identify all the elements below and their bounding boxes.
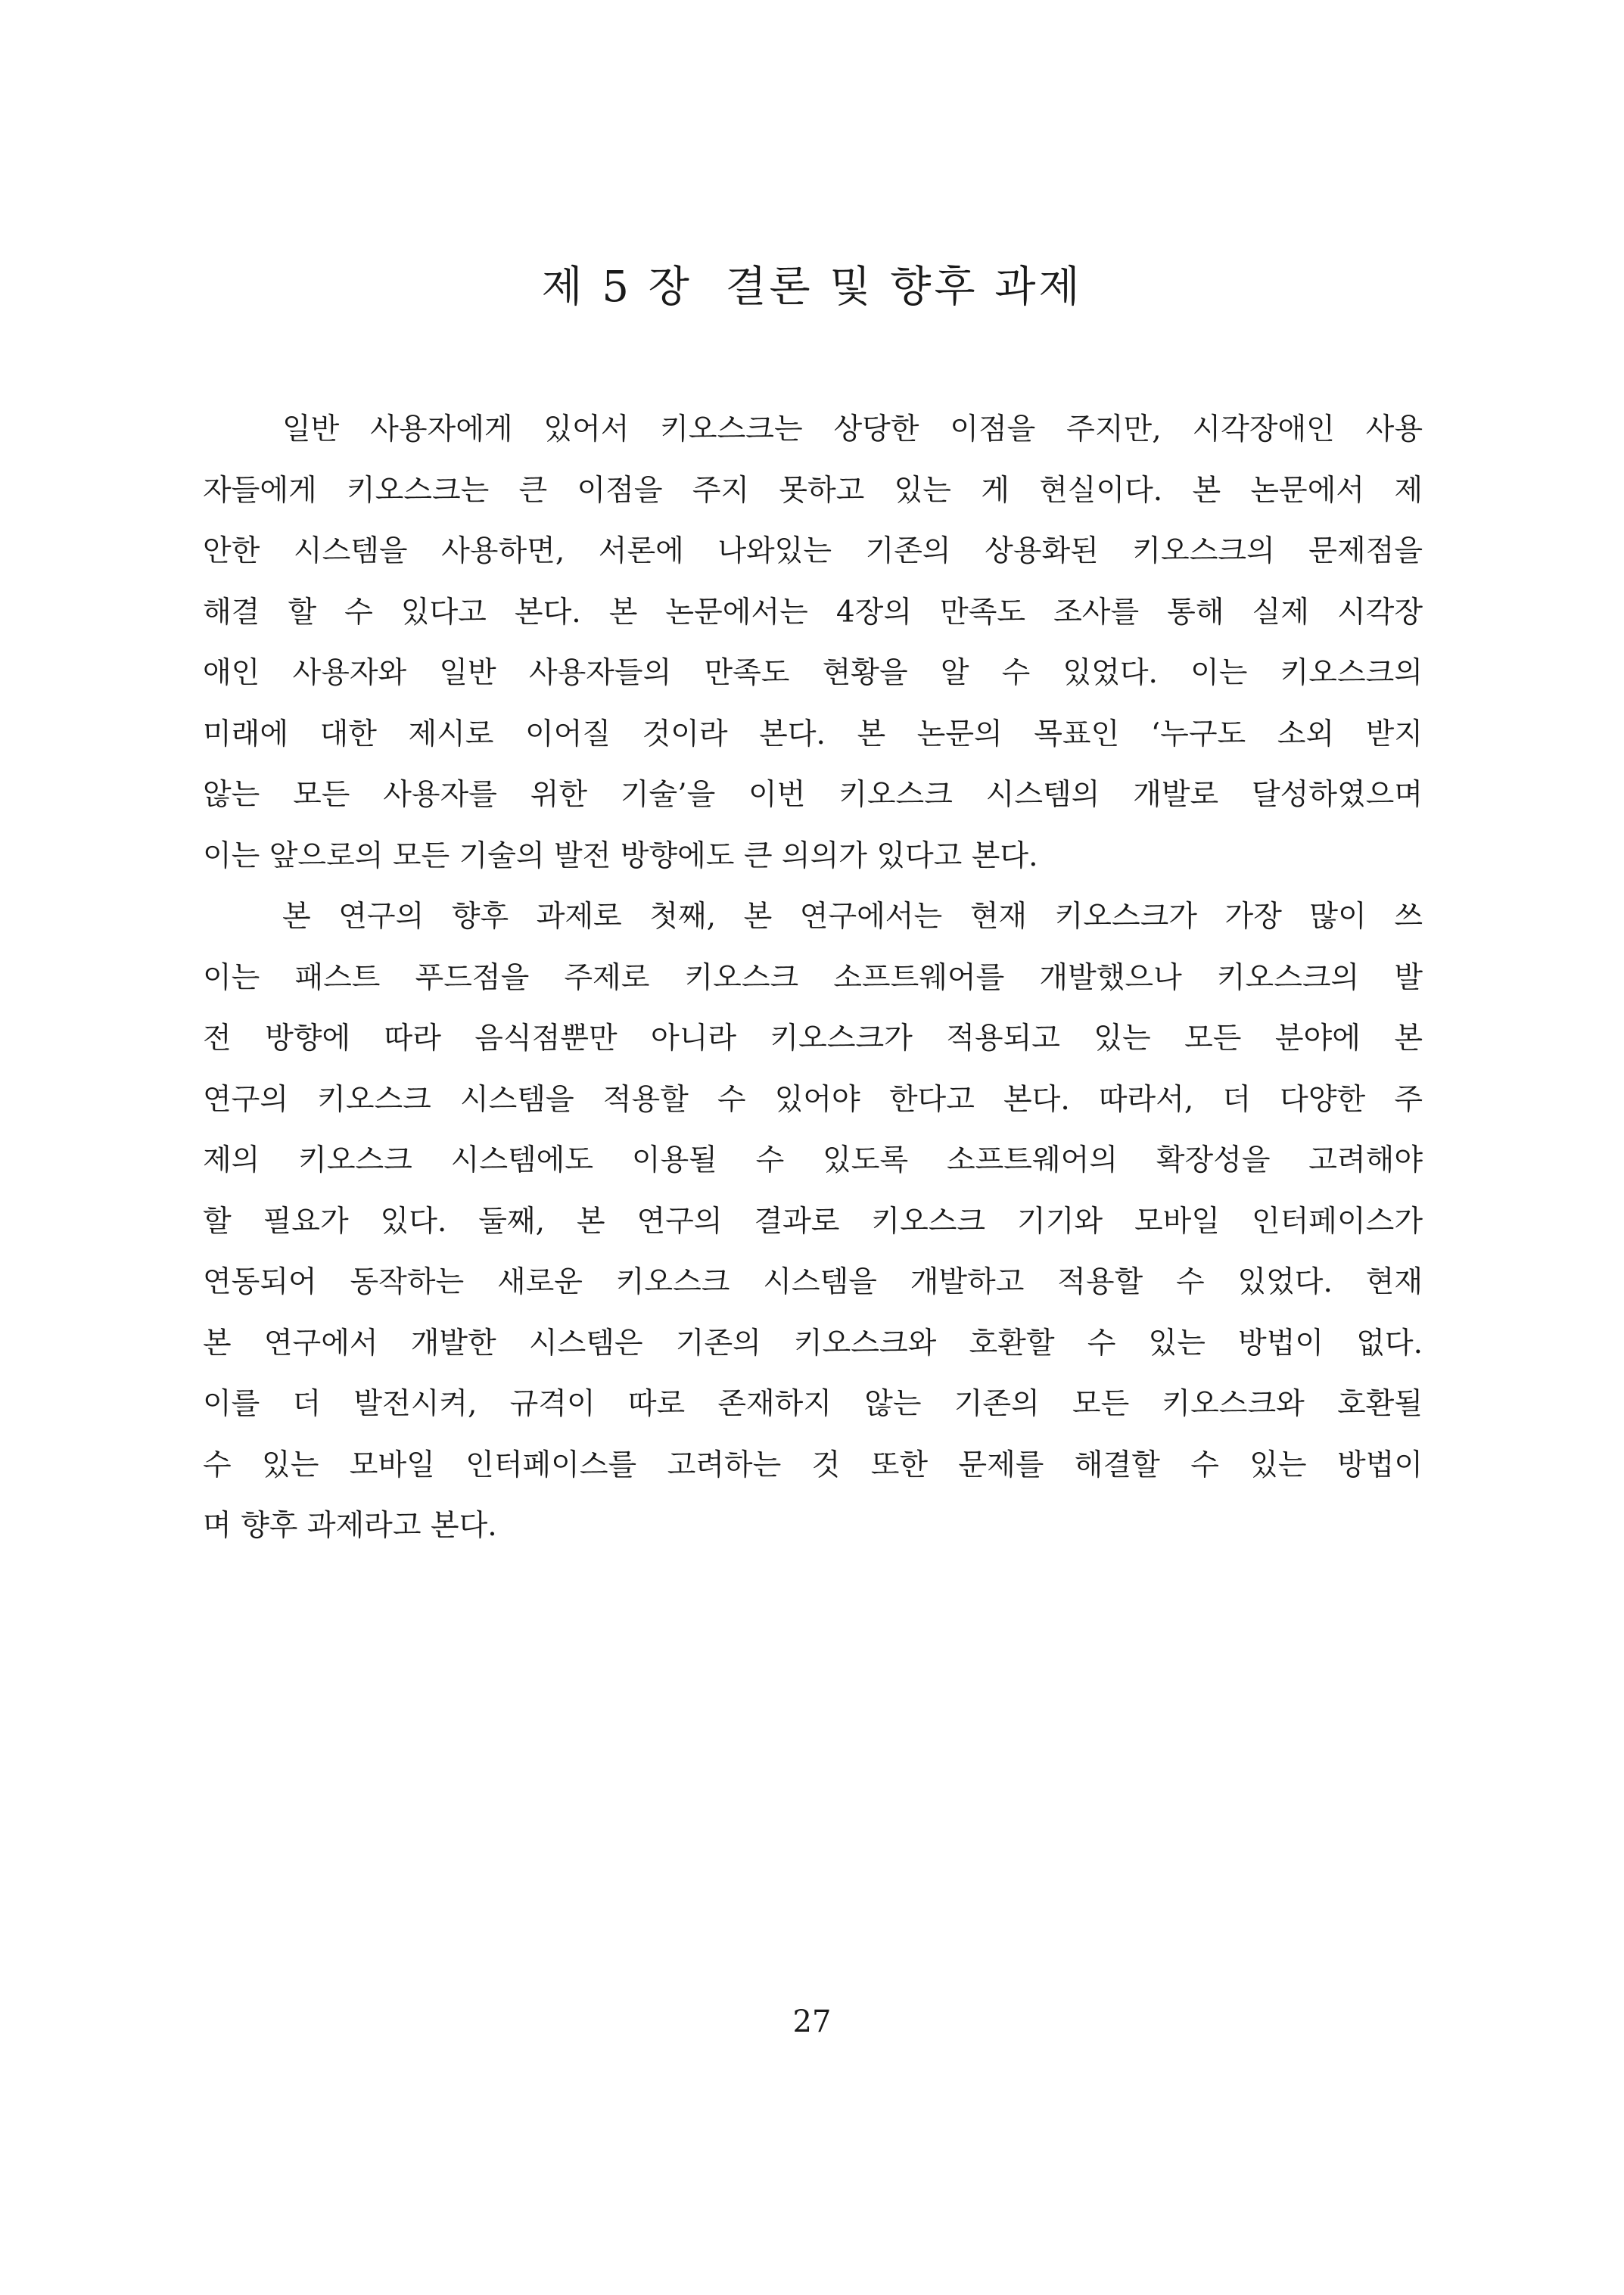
paragraph-2-line-10: 수 있는 모바일 인터페이스를 고려하는 것 또한 문제를 해결할 수 있는 방법이: [203, 1448, 1423, 1482]
paragraph-2-line-4: 연구의 키오스크 시스템을 적용할 수 있어야 한다고 본다. 따라서, 더 다양한 주: [203, 1082, 1423, 1117]
paragraph-2-line-8: 본 연구에서 개발한 시스템은 기존의 키오스크와 호환할 수 있는 방법이 없다.: [203, 1326, 1423, 1361]
paragraph-2-line-11: 며 향후 과제라고 본다.: [203, 1509, 497, 1543]
paragraph-1-line-6: 미래에 대한 제시로 이어질 것이라 본다. 본 논문의 목표인 ‘누구도 소외 받지: [203, 717, 1423, 751]
body-text: [203, 400, 1423, 1557]
paragraph-1-line-1: 일반 사용자에게 있어서 키오스크는 상당한 이점을 주지만, 시각장애인 사용: [282, 412, 1423, 446]
paragraph-2-line-1: 본 연구의 향후 과제로 첫째, 본 연구에서는 현재 키오스크가 가장 많이 쓰: [282, 900, 1423, 934]
paragraph-1-line-5: 애인 사용자와 일반 사용자들의 만족도 현황을 알 수 있었다. 이는 키오스크의: [203, 656, 1423, 690]
paragraph-2-line-3: 전 방향에 따라 음식점뿐만 아니라 키오스크가 적용되고 있는 모든 분야에 본: [203, 1022, 1423, 1056]
paragraph-2-line-6: 할 필요가 있다. 둘째, 본 연구의 결과로 키오스크 기기와 모바일 인터페이스가: [203, 1204, 1423, 1239]
chapter-title: 제 5 장 결론 및 향후 과제: [541, 263, 1083, 312]
paragraph-2-line-7: 연동되어 동작하는 새로운 키오스크 시스템을 개발하고 적용할 수 있었다. 현재: [203, 1265, 1423, 1299]
paragraph-1-line-8: 이는 앞으로의 모든 기술의 발전 방향에도 큰 의의가 있다고 본다.: [203, 838, 1038, 873]
paragraph-1-line-3: 안한 시스템을 사용하면, 서론에 나와있는 기존의 상용화된 키오스크의 문제점을: [203, 534, 1423, 568]
paragraph-2-line-9: 이를 더 발전시켜, 규격이 따로 존재하지 않는 기존의 모든 키오스크와 호환될: [203, 1387, 1423, 1421]
paragraph-1-line-4: 해결 할 수 있다고 본다. 본 논문에서는 4장의 만족도 조사를 통해 실제 시각장: [203, 595, 1423, 630]
paragraph-1-line-2: 자들에게 키오스크는 큰 이점을 주지 못하고 있는 게 현실이다. 본 논문에서 제: [203, 473, 1423, 508]
page-number: 27: [792, 2004, 832, 2039]
paragraph-1-line-7: 않는 모든 사용자를 위한 기술’을 이번 키오스크 시스템의 개발로 달성하였으며: [203, 778, 1423, 812]
paragraph-2-line-5: 제의 키오스크 시스템에도 이용될 수 있도록 소프트웨어의 확장성을 고려해야: [203, 1143, 1423, 1177]
paragraph-2-line-2: 이는 패스트 푸드점을 주제로 키오스크 소프트웨어를 개발했으나 키오스크의 발: [203, 960, 1423, 995]
